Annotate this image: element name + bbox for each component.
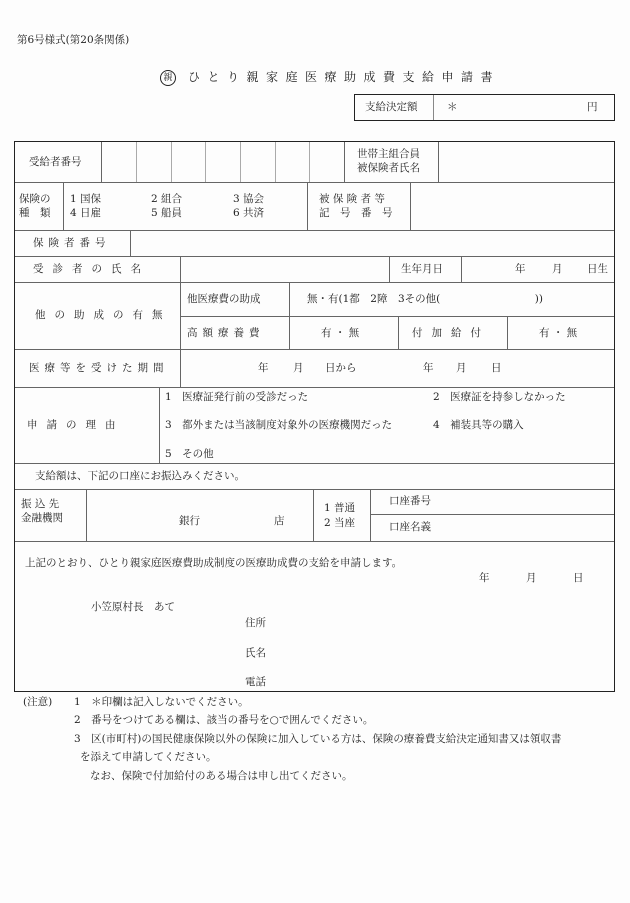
insured-symbol-label-2: 記 号 番 号 bbox=[319, 207, 393, 219]
household-head-name-field[interactable] bbox=[439, 143, 614, 181]
household-head-label-1: 世帯主組合員 bbox=[357, 148, 420, 160]
other-aid-label: 他の助成の有無 bbox=[35, 309, 172, 321]
bank-label-1: 振 込 先 bbox=[21, 498, 60, 510]
recipient-number-label: 受給者番号 bbox=[29, 156, 82, 168]
phone-field[interactable] bbox=[275, 671, 595, 689]
household-head-label-2: 被保険者氏名 bbox=[357, 162, 420, 174]
period-to-month: 月 bbox=[456, 362, 467, 374]
notes-heading: (注意) bbox=[23, 696, 53, 708]
note-item: 2 番号をつけてある欄は、該当の番号を○で囲んでください。 bbox=[74, 714, 374, 726]
birthdate-year-unit: 年 bbox=[515, 263, 526, 275]
insurance-option[interactable]: 5 船員 bbox=[151, 207, 183, 219]
form-number: 第6号様式(第20条関係) bbox=[17, 34, 130, 46]
bank-label-2: 金融機関 bbox=[21, 512, 63, 524]
account-number-label: 口座番号 bbox=[389, 495, 431, 507]
address-field[interactable] bbox=[275, 612, 595, 632]
insurance-option[interactable]: 1 国保 bbox=[70, 193, 102, 205]
asterisk-mark: ＊ bbox=[447, 101, 458, 113]
account-name-label: 口座名義 bbox=[389, 521, 431, 533]
phone-label: 電話 bbox=[245, 676, 266, 688]
reason-option[interactable]: 1 医療証発行前の受診だった bbox=[165, 391, 309, 403]
recipient-number-field[interactable] bbox=[102, 143, 344, 181]
reason-option[interactable]: 2 医療証を持参しなかった bbox=[433, 391, 566, 403]
insurance-option[interactable]: 6 共済 bbox=[233, 207, 265, 219]
insurance-option[interactable]: 4 日雇 bbox=[70, 207, 102, 219]
additional-benefit-options[interactable]: 有 ・ 無 bbox=[539, 327, 578, 339]
insurance-option[interactable]: 2 組合 bbox=[151, 193, 183, 205]
address-label: 住所 bbox=[245, 617, 266, 629]
payment-amount-box bbox=[354, 94, 615, 121]
period-to-year: 年 bbox=[423, 362, 434, 374]
treatment-period-label: 医療等を受けた期間 bbox=[29, 362, 169, 374]
reason-option[interactable]: 4 補装具等の購入 bbox=[433, 419, 524, 431]
page-title bbox=[160, 68, 500, 86]
period-from-year: 年 bbox=[258, 362, 269, 374]
additional-benefit-label: 付加給付 bbox=[412, 327, 490, 339]
note-item: 1 ＊印欄は記入しないでください。 bbox=[74, 696, 249, 708]
application-form-table bbox=[14, 141, 615, 692]
bank-unit: 銀行 bbox=[179, 515, 200, 527]
amount-label: 支給決定額 bbox=[365, 101, 418, 113]
birthdate-month-unit: 月 bbox=[552, 263, 563, 275]
insurance-option[interactable]: 3 協会 bbox=[233, 193, 265, 205]
account-type-option[interactable]: 1 普通 bbox=[324, 502, 356, 514]
reason-label: 申請の理由 bbox=[27, 419, 125, 431]
insurer-number-label: 保険者番号 bbox=[33, 237, 111, 249]
other-medical-aid-label: 他医療費の助成 bbox=[187, 293, 261, 305]
circled-oya-mark: 親 bbox=[160, 70, 176, 86]
patient-name-field[interactable] bbox=[181, 257, 388, 281]
applicant-name-label: 氏名 bbox=[245, 647, 266, 659]
other-medical-aid-options[interactable]: 無・有(1都 2障 3その他( )) bbox=[307, 293, 543, 305]
patient-name-label: 受診者の氏名 bbox=[33, 263, 150, 275]
insurance-type-label-2: 種 類 bbox=[19, 207, 51, 219]
note-item: 3 区(市町村)の国民健康保険以外の保険に加入している方は、保険の療養費支給決定通知書又は領収書 bbox=[74, 733, 562, 745]
date-month-unit: 月 bbox=[526, 572, 537, 584]
insured-symbol-label-1: 被 保 険 者 等 bbox=[319, 193, 385, 205]
reason-option[interactable]: 3 都外または当該制度対象外の医療機関だった bbox=[165, 419, 393, 431]
date-year-unit: 年 bbox=[479, 572, 490, 584]
period-to-day: 日 bbox=[491, 362, 502, 374]
insurer-number-field[interactable] bbox=[131, 231, 614, 255]
note-item: なお、保険で付加給付のある場合は申し出てください。 bbox=[90, 770, 353, 782]
transfer-notice: 支給額は、下記の口座にお振込みください。 bbox=[35, 470, 245, 482]
addressee: 小笠原村長 あて bbox=[91, 601, 175, 613]
period-from-day: 日から bbox=[325, 362, 357, 374]
account-number-field[interactable] bbox=[455, 490, 614, 513]
birthdate-label: 生年月日 bbox=[401, 263, 443, 275]
title-text: ひとり親家庭医療助成費支給申請書 bbox=[188, 70, 501, 84]
account-name-field[interactable] bbox=[455, 515, 614, 540]
branch-unit: 店 bbox=[274, 515, 285, 527]
high-cost-label: 高額療養費 bbox=[187, 327, 265, 339]
applicant-name-field[interactable] bbox=[275, 642, 595, 662]
date-day-unit: 日 bbox=[573, 572, 584, 584]
insured-symbol-number-field[interactable] bbox=[411, 183, 614, 229]
high-cost-options[interactable]: 有 ・ 無 bbox=[321, 327, 360, 339]
period-from-month: 月 bbox=[293, 362, 304, 374]
note-item: を添えて申請してください。 bbox=[80, 751, 217, 763]
insurance-type-label-1: 保険の bbox=[19, 193, 51, 205]
birthdate-day-unit: 日生 bbox=[587, 263, 608, 275]
yen-unit: 円 bbox=[587, 101, 598, 113]
declaration-text: 上記のとおり、ひとり親家庭医療費助成制度の医療助成費の支給を申請します。 bbox=[25, 557, 403, 569]
account-type-option[interactable]: 2 当座 bbox=[324, 517, 356, 529]
divider bbox=[433, 95, 434, 120]
reason-option[interactable]: 5 その他 bbox=[165, 448, 214, 460]
